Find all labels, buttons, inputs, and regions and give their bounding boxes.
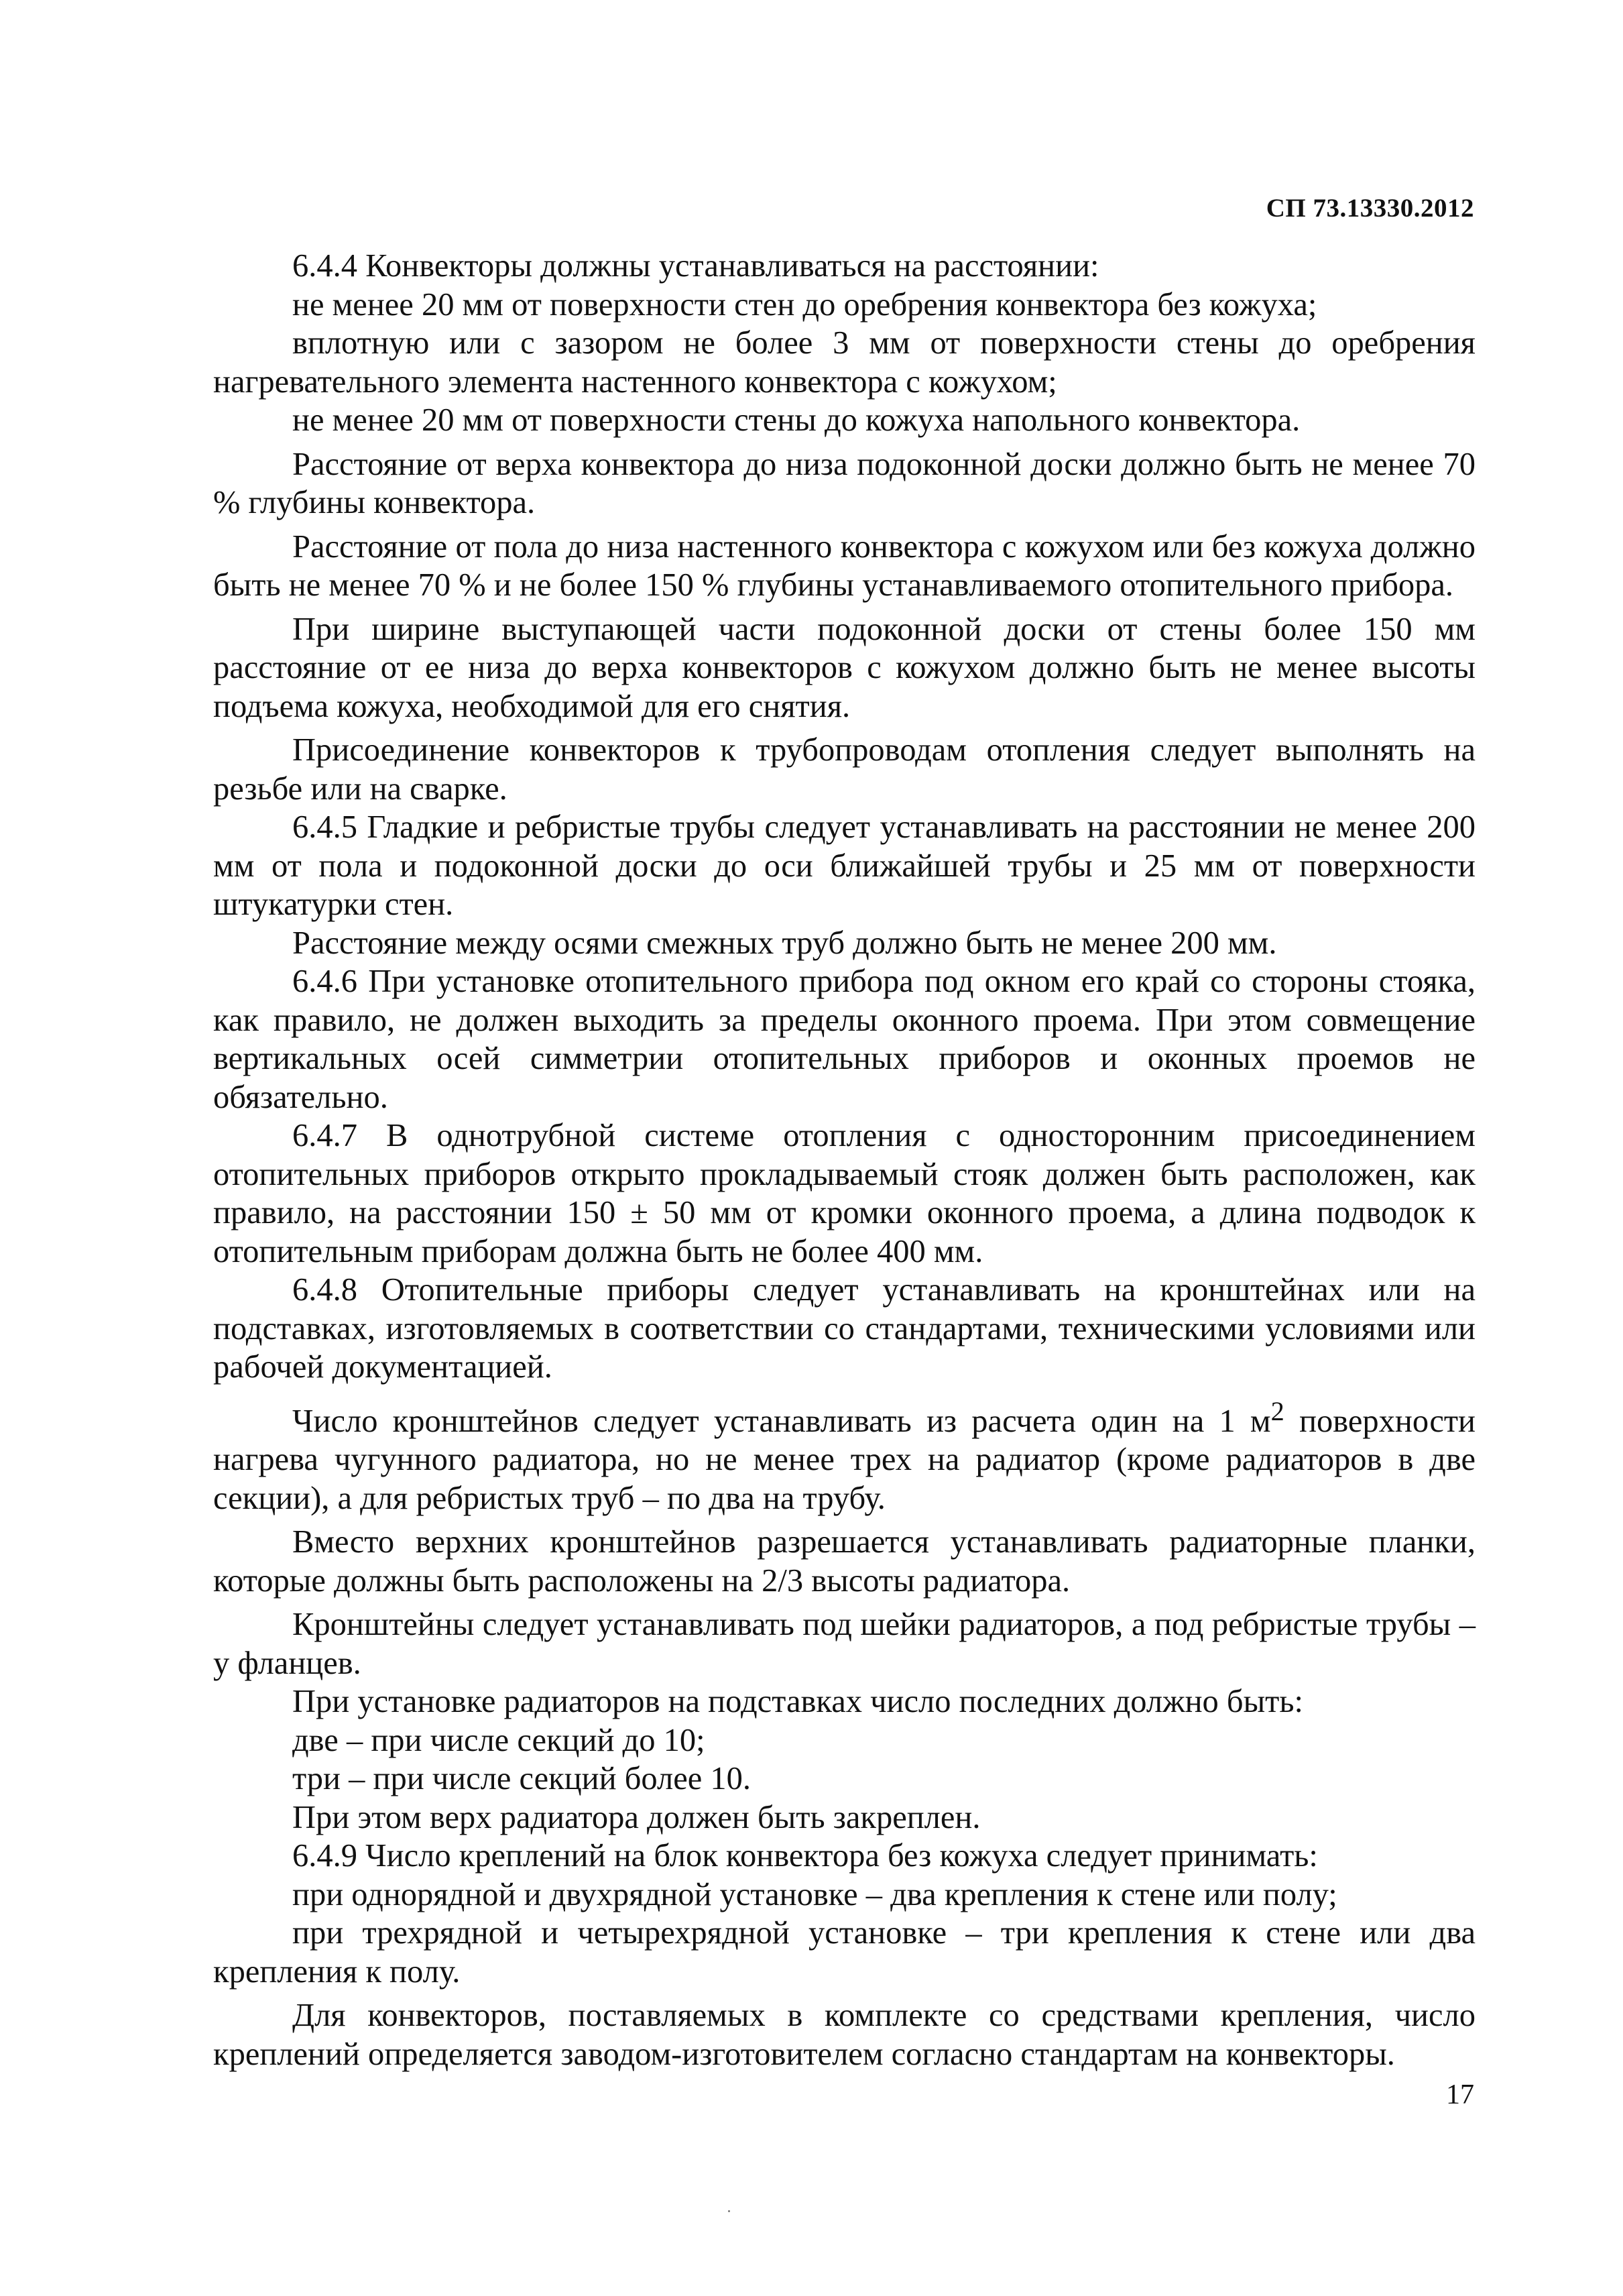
document-code-header: СП 73.13330.2012 (1266, 194, 1474, 223)
paragraph-pipe-spacing: Расстояние между осями смежных труб должно быть не менее 200 мм. (292, 925, 1277, 961)
paragraph-6-4-8: 6.4.8 Отопительные приборы следует устанавливать на кронштейнах или на подставках, изготовляемых в соответствии со стандартами, техническими условиями или рабочей документацией. (213, 1272, 1476, 1385)
page-number: 17 (1446, 2079, 1474, 2110)
paragraph-6-4-5: 6.4.5 Гладкие и ребристые трубы следует устанавливать на расстоянии не менее 200 мм от пола и подоконной доски до оси ближайшей трубы и 25 мм от поверхности штукатурки стен. (213, 809, 1476, 922)
bracket-count-text-end: поверхности нагрева чугунного радиатора, но не менее трех на радиатор (кроме радиаторов в две секции), а для ребристых труб – по два на трубу. (213, 1403, 1476, 1516)
paragraph-two-stands: две – при числе секций до 10; (292, 1722, 705, 1758)
paragraph-bracket-count (213, 1392, 1476, 1518)
paragraph-three-stands: три – при числе секций более 10. (292, 1761, 751, 1797)
paragraph-stands: При установке радиаторов на подставках число последних должно быть: (292, 1684, 1303, 1720)
paragraph-window-sill-distance: Расстояние от верха конвектора до низа подоконной доски должно быть не менее 70 % глубины конвектора. (213, 446, 1476, 520)
scan-speck (728, 2210, 730, 2212)
paragraph-floor-convector: не менее 20 мм от поверхности стены до кожуха напольного конвектора. (292, 402, 1301, 438)
bracket-count-text-start: Число кронштейнов следует устанавливать из расчета один на 1 м (292, 1403, 1271, 1439)
paragraph-6-4-7: 6.4.7 В однотрубной системе отопления с односторонним присоединением отопительных приборов открыто прокладываемый стояк должен быть расположен, как правило, на расстоянии 150 ± 50 мм от кромки оконного проема, а длина подводок к отопительным приборам должна быть не более 400 мм. (213, 1118, 1476, 1269)
paragraph-bracket-placement: Кронштейны следует устанавливать под шейки радиаторов, а под ребристые трубы – у фланцев. (213, 1607, 1476, 1681)
superscript-square: 2 (1270, 1395, 1284, 1426)
paragraph-wall-gap: вплотную или с зазором не более 3 мм от поверхности стены до оребрения нагревательного элемента настенного конвектора с кожухом; (213, 325, 1476, 400)
paragraph-sill-width: При ширине выступающей части подоконной доски от стены более 150 мм расстояние от ее низа до верха конвекторов с кожухом должно быть не менее высоты подъема кожуха, необходимой для его снятия. (213, 611, 1476, 724)
paragraph-connection: Присоединение конвекторов к трубопроводам отопления следует выполнять на резьбе или на сварке. (213, 732, 1476, 807)
paragraph-radiator-strips: Вместо верхних кронштейнов разрешается устанавливать радиаторные планки, которые должны быть расположены на 2/3 высоты радиатора. (213, 1524, 1476, 1599)
paragraph-6-4-9: 6.4.9 Число креплений на блок конвектора без кожуха следует принимать: (292, 1838, 1318, 1874)
paragraph-fixing-top: При этом верх радиатора должен быть закреплен. (292, 1799, 981, 1835)
paragraph-floor-distance: Расстояние от пола до низа настенного конвектора с кожухом или без кожуха должно быть не менее 70 % и не более 150 % глубины устанавливаемого отопительного прибора. (213, 528, 1476, 603)
paragraph-6-4-4: 6.4.4 Конвекторы должны устанавливаться на расстоянии: (292, 248, 1099, 284)
paragraph-walls-distance: не менее 20 мм от поверхности стен до оребрения конвектора без кожуха; (292, 286, 1317, 323)
paragraph-manufacturer: Для конвекторов, поставляемых в комплекте со средствами крепления, число креплений определяется заводом-изготовителем согласно стандартам на конвекторы. (213, 1998, 1476, 2072)
paragraph-single-double-row: при однорядной и двухрядной установке – два крепления к стене или полу; (292, 1876, 1337, 1912)
document-body (213, 247, 1476, 2073)
paragraph-6-4-6: 6.4.6 При установке отопительного прибора под окном его край со стороны стояка, как правило, не должен выходить за пределы оконного проема. При этом совмещение вертикальных осей симметрии отопительных приборов и оконных проемов не обязательно. (213, 964, 1476, 1115)
paragraph-triple-quad-row: при трехрядной и четырехрядной установке – три крепления к стене или два крепления к полу. (213, 1915, 1476, 1990)
